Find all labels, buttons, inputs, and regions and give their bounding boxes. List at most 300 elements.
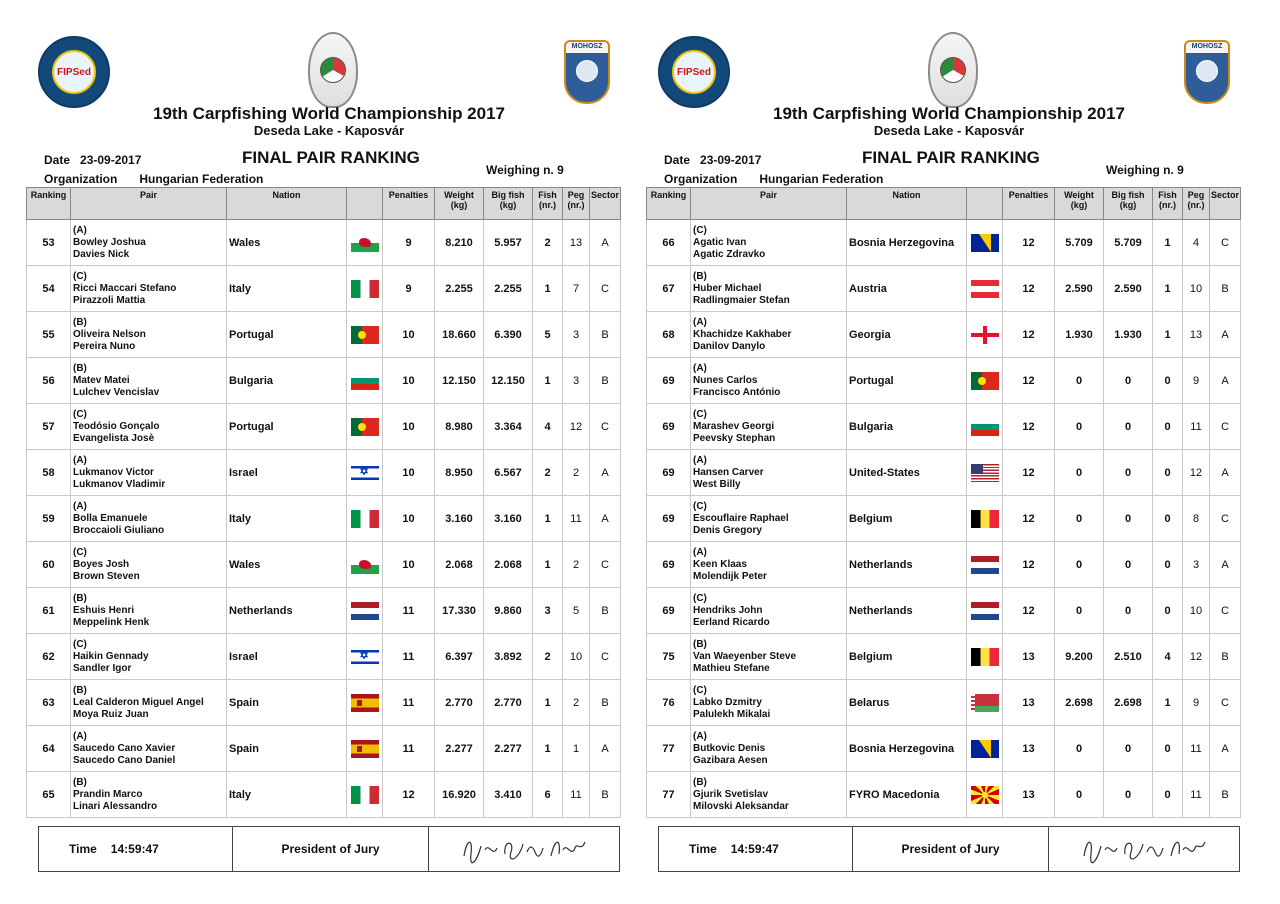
bigfish-cell: 2.277 — [484, 726, 533, 772]
pair-member-1: Escouflaire Raphael — [693, 512, 789, 524]
pair-group: (B) — [73, 684, 87, 696]
fish-cell: 1 — [1153, 220, 1183, 266]
sector-cell: C — [1210, 404, 1241, 450]
time-label: Time — [69, 842, 97, 856]
sector-cell: B — [1210, 634, 1241, 680]
italy-flag-icon — [351, 510, 379, 528]
championship-logo — [928, 32, 978, 108]
ranking-title: FINAL PAIR RANKING — [242, 148, 420, 167]
peg-cell: 12 — [563, 404, 590, 450]
pair-cell — [71, 588, 227, 634]
rank-cell: 55 — [27, 312, 71, 358]
rank-cell: 60 — [27, 542, 71, 588]
fish-cell: 1 — [533, 726, 563, 772]
sector-cell: C — [590, 634, 621, 680]
pair-member-1: Ricci Maccari Stefano — [73, 282, 177, 294]
pair-member-2: Mathieu Stefane — [693, 662, 770, 674]
penalties-cell: 10 — [383, 450, 435, 496]
president-label: President of Jury — [233, 827, 429, 871]
weight-cell: 6.397 — [435, 634, 484, 680]
weight-cell: 0 — [1055, 726, 1104, 772]
penalties-cell: 12 — [1003, 542, 1055, 588]
pair-cell — [71, 358, 227, 404]
nation-cell: Belarus — [847, 680, 967, 726]
pair-cell — [691, 220, 847, 266]
pair-member-1: Nunes Carlos — [693, 374, 758, 386]
wales-flag-icon — [351, 234, 379, 252]
bigfish-cell: 0 — [1104, 772, 1153, 818]
pair-cell — [71, 542, 227, 588]
col-peg: Peg (nr.) — [1183, 188, 1210, 220]
table-row — [27, 358, 621, 404]
nation-cell: Bosnia Herzegovina — [847, 726, 967, 772]
pair-member-1: Boyes Josh — [73, 558, 130, 570]
col-weight: Weight (kg) — [1055, 188, 1104, 220]
rank-cell: 62 — [27, 634, 71, 680]
flag-cell — [347, 220, 383, 266]
rank-cell: 69 — [647, 542, 691, 588]
penalties-cell: 10 — [383, 496, 435, 542]
weight-cell: 12.150 — [435, 358, 484, 404]
peg-cell: 11 — [1183, 772, 1210, 818]
col-flag — [347, 188, 383, 220]
peg-cell: 11 — [1183, 404, 1210, 450]
weight-cell: 2.068 — [435, 542, 484, 588]
fips-ed-logo: FIPSed — [38, 36, 110, 108]
penalties-cell: 13 — [1003, 726, 1055, 772]
weight-cell: 8.950 — [435, 450, 484, 496]
pair-group: (C) — [693, 684, 707, 696]
pair-member-2: Moya Ruiz Juan — [73, 708, 149, 720]
penalties-cell: 12 — [383, 772, 435, 818]
bigfish-cell: 0 — [1104, 450, 1153, 496]
sector-cell: A — [590, 220, 621, 266]
penalties-cell: 12 — [1003, 496, 1055, 542]
pair-member-2: Sandler Igor — [73, 662, 132, 674]
pair-cell — [691, 312, 847, 358]
pair-member-1: Teodósio Gonçalo — [73, 420, 160, 432]
page-title: 19th Carpfishing World Championship 2017 — [152, 104, 505, 123]
flag-cell — [967, 220, 1003, 266]
nation-cell: Bulgaria — [227, 358, 347, 404]
pair-member-2: Francisco António — [693, 386, 781, 398]
table-row — [647, 772, 1241, 818]
rank-cell: 56 — [27, 358, 71, 404]
flag-cell — [347, 450, 383, 496]
date-line — [664, 153, 761, 167]
pair-group: (B) — [73, 592, 87, 604]
rank-cell: 63 — [27, 680, 71, 726]
flag-cell — [347, 404, 383, 450]
date-line — [44, 153, 141, 167]
table-row — [647, 404, 1241, 450]
pair-cell — [691, 542, 847, 588]
nation-cell: Israel — [227, 634, 347, 680]
organization-line — [664, 172, 883, 186]
weight-cell: 18.660 — [435, 312, 484, 358]
bigfish-cell: 2.590 — [1104, 266, 1153, 312]
bigfish-cell: 2.510 — [1104, 634, 1153, 680]
rank-cell: 54 — [27, 266, 71, 312]
peg-cell: 4 — [1183, 220, 1210, 266]
table-row — [647, 220, 1241, 266]
ranking-title: FINAL PAIR RANKING — [862, 148, 1040, 167]
nation-cell: United-States — [847, 450, 967, 496]
flag-cell — [967, 542, 1003, 588]
peg-cell: 2 — [563, 680, 590, 726]
time-value: 14:59:47 — [110, 842, 159, 856]
organization-label: Organization — [44, 172, 118, 186]
time-label: Time — [689, 842, 717, 856]
col-sector: Sector — [590, 188, 621, 220]
fish-cell: 0 — [1153, 496, 1183, 542]
pair-member-1: Prandin Marco — [73, 788, 143, 800]
pair-member-1: Hendriks John — [693, 604, 763, 616]
penalties-cell: 9 — [383, 220, 435, 266]
signature — [1049, 827, 1239, 871]
rank-cell: 69 — [647, 588, 691, 634]
weight-cell: 2.770 — [435, 680, 484, 726]
logo-row — [642, 36, 1242, 106]
pair-member-2: Lukmanov Vladimir — [73, 478, 166, 490]
organization-line — [44, 172, 263, 186]
weight-cell: 17.330 — [435, 588, 484, 634]
weight-cell: 0 — [1055, 772, 1104, 818]
pair-member-2: Agatic Zdravko — [693, 248, 766, 260]
fish-cell: 6 — [533, 772, 563, 818]
pair-member-1: Bowley Joshua — [73, 236, 146, 248]
weight-cell: 0 — [1055, 496, 1104, 542]
weight-cell: 2.698 — [1055, 680, 1104, 726]
nation-cell: Georgia — [847, 312, 967, 358]
bosnia-flag-icon — [971, 740, 999, 758]
nation-cell: Belgium — [847, 496, 967, 542]
col-bigfish: Big fish (kg) — [1104, 188, 1153, 220]
pair-group: (A) — [693, 362, 707, 374]
pair-group: (C) — [693, 224, 707, 236]
sector-cell: C — [1210, 680, 1241, 726]
weight-cell: 3.160 — [435, 496, 484, 542]
nation-cell: Wales — [227, 220, 347, 266]
bigfish-cell: 6.390 — [484, 312, 533, 358]
table-row — [27, 588, 621, 634]
fips-ed-logo: FIPSed — [658, 36, 730, 108]
pair-member-1: Bolla Emanuele — [73, 512, 148, 524]
date-label: Date — [44, 153, 71, 167]
pair-member-2: Radlingmaier Stefan — [693, 294, 790, 306]
table-row — [647, 266, 1241, 312]
penalties-cell: 9 — [383, 266, 435, 312]
flag-cell — [347, 726, 383, 772]
flag-cell — [967, 726, 1003, 772]
peg-cell: 11 — [1183, 726, 1210, 772]
time-value: 14:59:47 — [730, 842, 779, 856]
rank-cell: 58 — [27, 450, 71, 496]
col-fish: Fish (nr.) — [1153, 188, 1183, 220]
pair-cell — [691, 404, 847, 450]
nation-cell: Bosnia Herzegovina — [847, 220, 967, 266]
netherlands-flag-icon — [971, 556, 999, 574]
bigfish-cell: 0 — [1104, 496, 1153, 542]
fish-cell: 2 — [533, 634, 563, 680]
weight-cell: 9.200 — [1055, 634, 1104, 680]
pair-member-1: Hansen Carver — [693, 466, 764, 478]
pair-cell — [71, 772, 227, 818]
portugal-flag-icon — [351, 326, 379, 344]
bigfish-cell: 0 — [1104, 542, 1153, 588]
spain-flag-icon — [351, 740, 379, 758]
sector-cell: A — [590, 450, 621, 496]
signature-image — [1079, 832, 1209, 866]
peg-cell: 10 — [1183, 588, 1210, 634]
sector-cell: B — [590, 312, 621, 358]
penalties-cell: 11 — [383, 726, 435, 772]
pair-member-2: Eerland Ricardo — [693, 616, 770, 628]
pair-member-1: Huber Michael — [693, 282, 762, 294]
fish-cell: 4 — [1153, 634, 1183, 680]
nation-cell: FYRO Macedonia — [847, 772, 967, 818]
sector-cell: C — [1210, 220, 1241, 266]
flag-cell — [967, 312, 1003, 358]
penalties-cell: 12 — [1003, 220, 1055, 266]
pair-member-1: Keen Klaas — [693, 558, 747, 570]
fish-cell: 1 — [533, 496, 563, 542]
pair-cell — [691, 450, 847, 496]
wales-flag-icon — [351, 556, 379, 574]
fish-cell: 1 — [533, 266, 563, 312]
signature-image — [459, 832, 589, 866]
rank-cell: 77 — [647, 726, 691, 772]
penalties-cell: 10 — [383, 358, 435, 404]
pair-member-1: Gjurik Svetislav — [693, 788, 769, 800]
fish-cell: 1 — [1153, 266, 1183, 312]
pair-member-2: Linari Alessandro — [73, 800, 158, 812]
pair-group: (B) — [693, 638, 707, 650]
pair-member-2: Lulchev Vencislav — [73, 386, 160, 398]
penalties-cell: 12 — [1003, 358, 1055, 404]
nation-cell: Portugal — [847, 358, 967, 404]
page-title: 19th Carpfishing World Championship 2017 — [772, 104, 1125, 123]
rank-cell: 64 — [27, 726, 71, 772]
penalties-cell: 10 — [383, 404, 435, 450]
bigfish-cell: 9.860 — [484, 588, 533, 634]
table-row — [27, 450, 621, 496]
flag-cell — [967, 772, 1003, 818]
penalties-cell: 10 — [383, 312, 435, 358]
rank-cell: 69 — [647, 404, 691, 450]
nation-cell: Spain — [227, 680, 347, 726]
penalties-cell: 12 — [1003, 404, 1055, 450]
col-nation: Nation — [847, 188, 967, 220]
sector-cell: B — [590, 358, 621, 404]
weight-cell: 2.590 — [1055, 266, 1104, 312]
fish-cell: 5 — [533, 312, 563, 358]
italy-flag-icon — [351, 280, 379, 298]
table-row — [647, 588, 1241, 634]
bigfish-cell: 3.892 — [484, 634, 533, 680]
nation-cell: Netherlands — [847, 542, 967, 588]
pair-group: (A) — [73, 224, 87, 236]
pair-member-1: Saucedo Cano Xavier — [73, 742, 176, 754]
netherlands-flag-icon — [971, 602, 999, 620]
pair-cell — [691, 726, 847, 772]
israel-flag-icon — [351, 464, 379, 482]
pair-member-1: Marashev Georgi — [693, 420, 775, 432]
ranking-table — [646, 187, 1241, 818]
sector-cell: A — [590, 726, 621, 772]
bigfish-cell: 12.150 — [484, 358, 533, 404]
date-label: Date — [664, 153, 691, 167]
table-header-row — [27, 188, 621, 220]
weight-cell: 16.920 — [435, 772, 484, 818]
nation-cell: Wales — [227, 542, 347, 588]
fish-cell: 2 — [533, 450, 563, 496]
col-weight: Weight (kg) — [435, 188, 484, 220]
pair-cell — [71, 312, 227, 358]
pair-cell — [691, 358, 847, 404]
weight-cell: 1.930 — [1055, 312, 1104, 358]
rank-cell: 66 — [647, 220, 691, 266]
sector-cell: A — [1210, 312, 1241, 358]
weighing-label: Weighing n. 9 — [1106, 163, 1184, 177]
rank-cell: 68 — [647, 312, 691, 358]
usa-flag-icon — [971, 464, 999, 482]
table-row — [647, 496, 1241, 542]
bigfish-cell: 2.770 — [484, 680, 533, 726]
pair-member-2: Pereira Nuno — [73, 340, 136, 352]
pair-member-2: Danilov Danylo — [693, 340, 766, 352]
pair-group: (C) — [73, 270, 87, 282]
ranking-sheet-left — [22, 0, 622, 904]
organization-label: Organization — [664, 172, 738, 186]
pair-group: (B) — [693, 776, 707, 788]
flag-cell — [967, 266, 1003, 312]
penalties-cell: 13 — [1003, 634, 1055, 680]
footer-box — [38, 826, 620, 872]
peg-cell: 1 — [563, 726, 590, 772]
rank-cell: 59 — [27, 496, 71, 542]
pair-member-1: Eshuis Henri — [73, 604, 135, 616]
spain-flag-icon — [351, 694, 379, 712]
fish-cell: 1 — [533, 542, 563, 588]
flag-cell — [967, 680, 1003, 726]
nation-cell: Netherlands — [847, 588, 967, 634]
pair-member-2: Palulekh Mikalai — [693, 708, 771, 720]
col-bigfish: Big fish (kg) — [484, 188, 533, 220]
pair-member-1: Lukmanov Victor — [73, 466, 154, 478]
weight-cell: 8.980 — [435, 404, 484, 450]
pair-member-2: Peevsky Stephan — [693, 432, 776, 444]
pair-group: (A) — [693, 454, 707, 466]
sector-cell: A — [1210, 358, 1241, 404]
nation-cell: Italy — [227, 772, 347, 818]
weight-cell: 0 — [1055, 542, 1104, 588]
rank-cell: 76 — [647, 680, 691, 726]
nation-cell: Netherlands — [227, 588, 347, 634]
pair-group: (B) — [693, 270, 707, 282]
col-pair: Pair — [71, 188, 227, 220]
portugal-flag-icon — [351, 418, 379, 436]
flag-cell — [347, 266, 383, 312]
date-value: 23-09-2017 — [80, 153, 142, 167]
bigfish-cell: 0 — [1104, 358, 1153, 404]
peg-cell: 12 — [1183, 450, 1210, 496]
table-row — [27, 726, 621, 772]
fish-cell: 0 — [1153, 450, 1183, 496]
table-row — [647, 312, 1241, 358]
weight-cell: 0 — [1055, 358, 1104, 404]
nation-cell: Israel — [227, 450, 347, 496]
bulgaria-flag-icon — [971, 418, 999, 436]
penalties-cell: 12 — [1003, 312, 1055, 358]
sector-cell: A — [1210, 450, 1241, 496]
fish-cell: 4 — [533, 404, 563, 450]
pair-group: (A) — [73, 454, 87, 466]
sector-cell: B — [1210, 772, 1241, 818]
sector-cell: B — [590, 772, 621, 818]
penalties-cell: 12 — [1003, 450, 1055, 496]
president-label: President of Jury — [853, 827, 1049, 871]
bigfish-cell: 0 — [1104, 588, 1153, 634]
peg-cell: 9 — [1183, 358, 1210, 404]
pair-cell — [71, 404, 227, 450]
footer-box — [658, 826, 1240, 872]
pair-member-2: Denis Gregory — [693, 524, 762, 536]
macedonia-flag-icon — [971, 786, 999, 804]
table-row — [647, 726, 1241, 772]
table-row — [647, 680, 1241, 726]
pair-member-1: Matev Matei — [73, 374, 130, 386]
pair-group: (A) — [693, 730, 707, 742]
nation-cell: Bulgaria — [847, 404, 967, 450]
peg-cell: 10 — [563, 634, 590, 680]
flag-cell — [967, 358, 1003, 404]
rank-cell: 65 — [27, 772, 71, 818]
pair-cell — [691, 588, 847, 634]
fish-cell: 2 — [533, 220, 563, 266]
peg-cell: 11 — [563, 496, 590, 542]
peg-cell: 2 — [563, 450, 590, 496]
flag-cell — [347, 358, 383, 404]
pair-group: (C) — [693, 408, 707, 420]
peg-cell: 3 — [563, 358, 590, 404]
organization-value: Hungarian Federation — [759, 172, 884, 186]
pair-cell — [71, 726, 227, 772]
table-row — [27, 496, 621, 542]
rank-cell: 57 — [27, 404, 71, 450]
pair-cell — [71, 680, 227, 726]
peg-cell: 13 — [563, 220, 590, 266]
penalties-cell: 12 — [1003, 266, 1055, 312]
bigfish-cell: 5.709 — [1104, 220, 1153, 266]
peg-cell: 12 — [1183, 634, 1210, 680]
pair-member-1: Van Waeyenber Steve — [693, 650, 797, 662]
fish-cell: 0 — [1153, 404, 1183, 450]
penalties-cell: 13 — [1003, 680, 1055, 726]
pair-member-2: West Billy — [693, 478, 741, 490]
portugal-flag-icon — [971, 372, 999, 390]
pair-cell — [691, 634, 847, 680]
table-row — [647, 358, 1241, 404]
fish-cell: 1 — [1153, 312, 1183, 358]
flag-cell — [967, 496, 1003, 542]
netherlands-flag-icon — [351, 602, 379, 620]
col-ranking: Ranking — [27, 188, 71, 220]
pair-cell — [691, 772, 847, 818]
flag-cell — [347, 542, 383, 588]
signature — [429, 827, 619, 871]
ranking-table — [26, 187, 621, 818]
